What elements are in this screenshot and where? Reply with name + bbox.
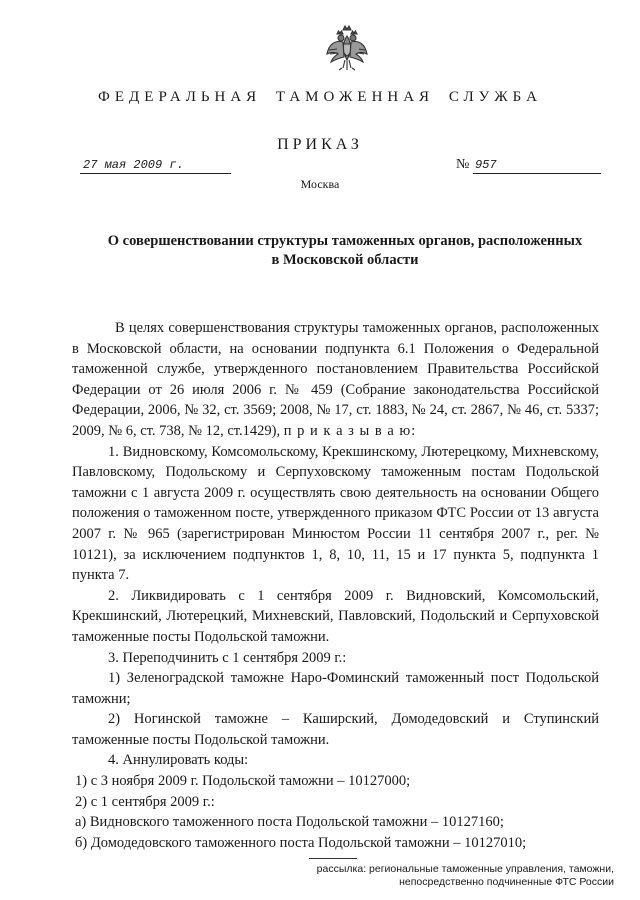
distribution-list <box>300 863 614 889</box>
decree-word: п р и к а з ы в а ю: <box>283 422 417 439</box>
document-type-title: ПРИКАЗ <box>277 136 363 153</box>
coat-of-arms-icon <box>323 24 371 74</box>
subject-line-1: О совершенствовании структуры таможенных органов, расположенных <box>107 233 583 249</box>
item-2: 2. Ликвидировать с 1 сентября 2009 г. Видновский, Комсомольский, Крекшинский, Лютерецкий, Михневский, Павловский, Подольский и Серпуховской таможенные посты Подольской таможни. <box>72 587 599 645</box>
order-number-label: № <box>456 157 470 172</box>
distribution-line-1: рассылка: региональные таможенные управления, таможни, <box>316 863 614 875</box>
item-4: 4. Аннулировать коды: <box>108 752 249 769</box>
order-number: 957 <box>473 157 601 174</box>
city-name: Москва <box>300 177 340 191</box>
item-4-2: 2) с 1 сентября 2009 г.: <box>75 793 215 810</box>
item-3: 3. Переподчинить с 1 сентября 2009 г.: <box>108 649 347 666</box>
agency-name: ФЕДЕРАЛЬНАЯ ТАМОЖЕННАЯ СЛУЖБА <box>98 89 542 105</box>
footer-divider <box>309 858 357 859</box>
item-3-1: 1) Зеленоградской таможне Наро-Фоминский таможенный пост Подольской таможни; <box>72 670 599 707</box>
item-4-2-b: б) Домодедовского таможенного поста Подольской таможни – 10127010; <box>75 834 527 851</box>
order-body <box>72 318 599 853</box>
item-1: 1. Видновскому, Комсомольскому, Крекшинскому, Лютерецкому, Михневскому, Павловскому, Подольскому и Серпуховскому таможенным постам Подольской таможни с 1 августа 2009 г. осуществлять свою деятельность на основании Общего положения о таможенном посте, утвержденного приказом ФТС России от 13 августа 2007 г. № 965 (зарегистрирован Минюстом России 11 сентября 2007 г., рег. № 10121), за исключением подпунктов 1, 8, 10, 11, 15 и 17 пункта 5, подпункта 1 пункта 7. <box>72 443 599 584</box>
item-4-2-a: а) Видновского таможенного поста Подольской таможни – 10127160; <box>75 814 504 831</box>
preamble-paragraph <box>72 318 599 442</box>
item-3-2: 2) Ногинской таможне – Каширский, Домодедовский и Ступинский таможенные посты Подольской таможни. <box>72 711 599 748</box>
distribution-line-2: непосредственно подчиненные ФТС России <box>399 876 614 888</box>
order-subject <box>80 232 610 270</box>
item-4-1: 1) с 3 ноября 2009 г. Подольской таможни – 10127000; <box>75 773 411 790</box>
preamble-text: В целях совершенствования структуры таможенных органов, расположенных в Московской области, на основании подпункта 6.1 Положения о Федеральной таможенной службе, утвержденного постановлением Правительства Российской Федерации от 26 июля 2006 г. № 459 (Собрание законодательства Российской Федерации, 2006, № 32, ст. 3569; 2008, № 17, ст. 1883, № 24, ст. 2867, № 46, ст. 5337; 2009, № 6, ст. 738, № 12, ст.1429), <box>72 320 599 439</box>
subject-line-2: в Московской области <box>271 252 419 268</box>
order-date: 27 мая 2009 г. <box>80 157 231 174</box>
